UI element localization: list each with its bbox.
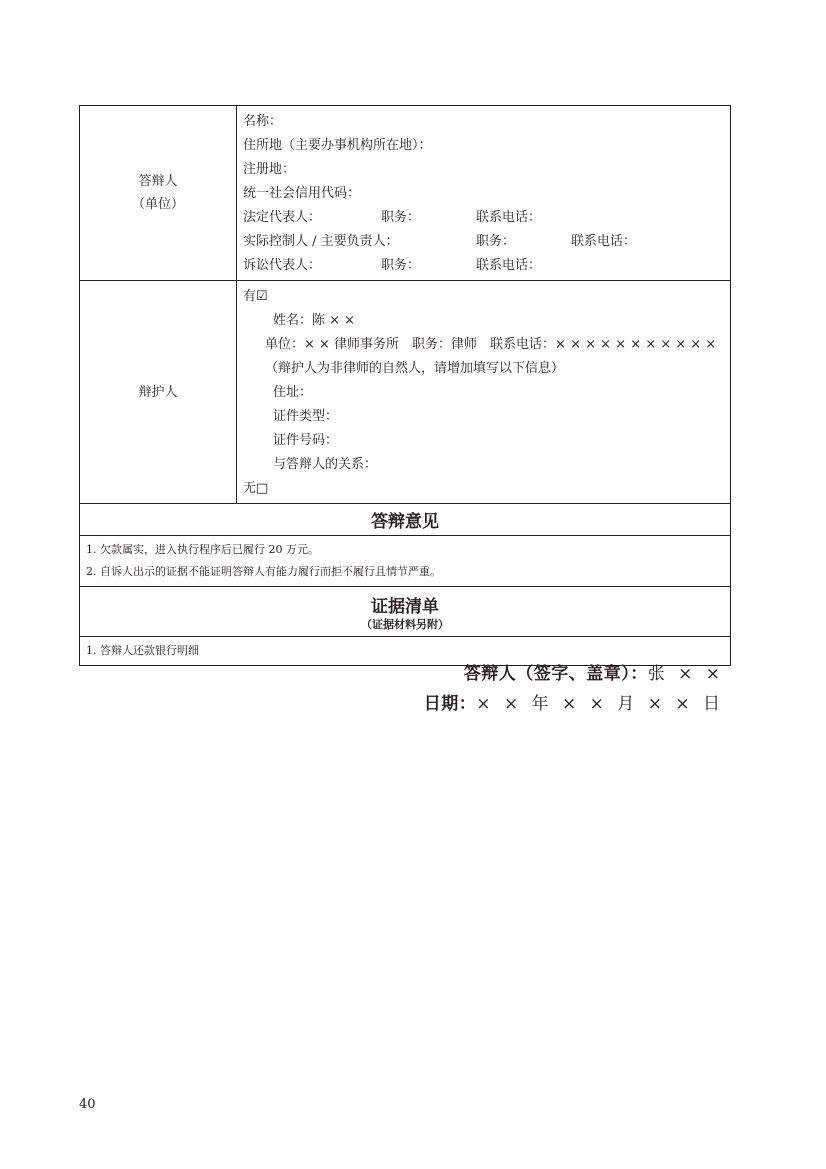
respondent-unit-label: [80, 106, 237, 281]
respondent-unit-fields: [237, 106, 731, 281]
defender-id-type-field: 证件类型：: [273, 409, 339, 424]
defender-address-field: 住址：: [273, 385, 313, 400]
defender-fields: [237, 281, 731, 504]
litigation-rep-field: 诉讼代表人：: [243, 258, 322, 273]
date-label: 日期：: [423, 694, 477, 714]
page-number: 40: [79, 1097, 96, 1112]
opinion-item: 1. 欠款属实，进入执行程序后已履行 20 万元。: [86, 543, 319, 556]
legal-rep-line: [243, 206, 724, 230]
evidence-title-cell: [80, 587, 731, 637]
respondent-unit-row: [80, 106, 731, 281]
opinion-title: 答辩意见: [80, 504, 731, 536]
unit-credit-code-field: 统一社会信用代码：: [243, 186, 361, 201]
litigation-rep-line: [243, 254, 724, 278]
evidence-title-row: [80, 587, 731, 637]
signature-label: 答辩人（签字、盖章）：: [463, 664, 648, 684]
litigation-rep-position-field: 职务：: [381, 258, 421, 273]
non-lawyer-note: （辩护人为非律师的自然人，请增加填写以下信息）: [265, 361, 565, 376]
controller-line: [243, 230, 724, 254]
controller-position-field: 职务：: [476, 234, 516, 249]
evidence-subtitle: （证据材料另附）: [361, 617, 449, 631]
legal-rep-position-field: 职务：: [381, 210, 421, 225]
unit-name-field: 名称：: [243, 114, 283, 129]
legal-rep-field: 法定代表人：: [243, 210, 322, 225]
evidence-item: 1. 答辩人还款银行明细: [86, 644, 199, 657]
signature-line: [464, 659, 724, 684]
unit-domicile-field: 住所地（主要办事机构所在地）：: [243, 138, 432, 153]
controller-phone-field: 联系电话：: [571, 234, 637, 249]
defender-relation-field: 与答辩人的关系：: [273, 457, 378, 472]
unit-registered-place-field: 注册地：: [243, 162, 296, 177]
defender-row: [80, 281, 731, 504]
litigation-rep-phone-field: 联系电话：: [476, 258, 542, 273]
defender-none-checkbox: 无□: [243, 481, 269, 496]
signature-value: 张 × ×: [647, 664, 724, 684]
defender-name-field: 姓名：陈 × ×: [273, 313, 356, 328]
respondent-label-line1: 答辩人: [138, 174, 178, 189]
opinion-content-row: [80, 536, 731, 587]
opinion-item: 2. 自诉人出示的证据不能证明答辩人有能力履行而拒不履行且情节严重。: [86, 565, 441, 578]
defender-id-number-field: 证件号码：: [273, 433, 339, 448]
date-line: [424, 689, 724, 714]
controller-field: 实际控制人 / 主要负责人：: [243, 234, 399, 249]
opinion-title-row: [80, 504, 731, 536]
defender-unit-field: 单位：× × 律师事务所 职务：律师 联系电话：× × × × × × × × × × ×: [265, 337, 717, 352]
defense-form-table: [79, 105, 731, 666]
defender-has-checkbox: 有☑: [243, 289, 268, 304]
respondent-label-line2: （单位）: [131, 197, 184, 212]
opinion-content: [80, 536, 731, 587]
legal-rep-phone-field: 联系电话：: [476, 210, 542, 225]
evidence-title: 证据清单: [371, 596, 439, 617]
date-value: × × 年 × × 月 × × 日: [476, 694, 724, 714]
defender-label: 辩护人: [80, 281, 237, 504]
